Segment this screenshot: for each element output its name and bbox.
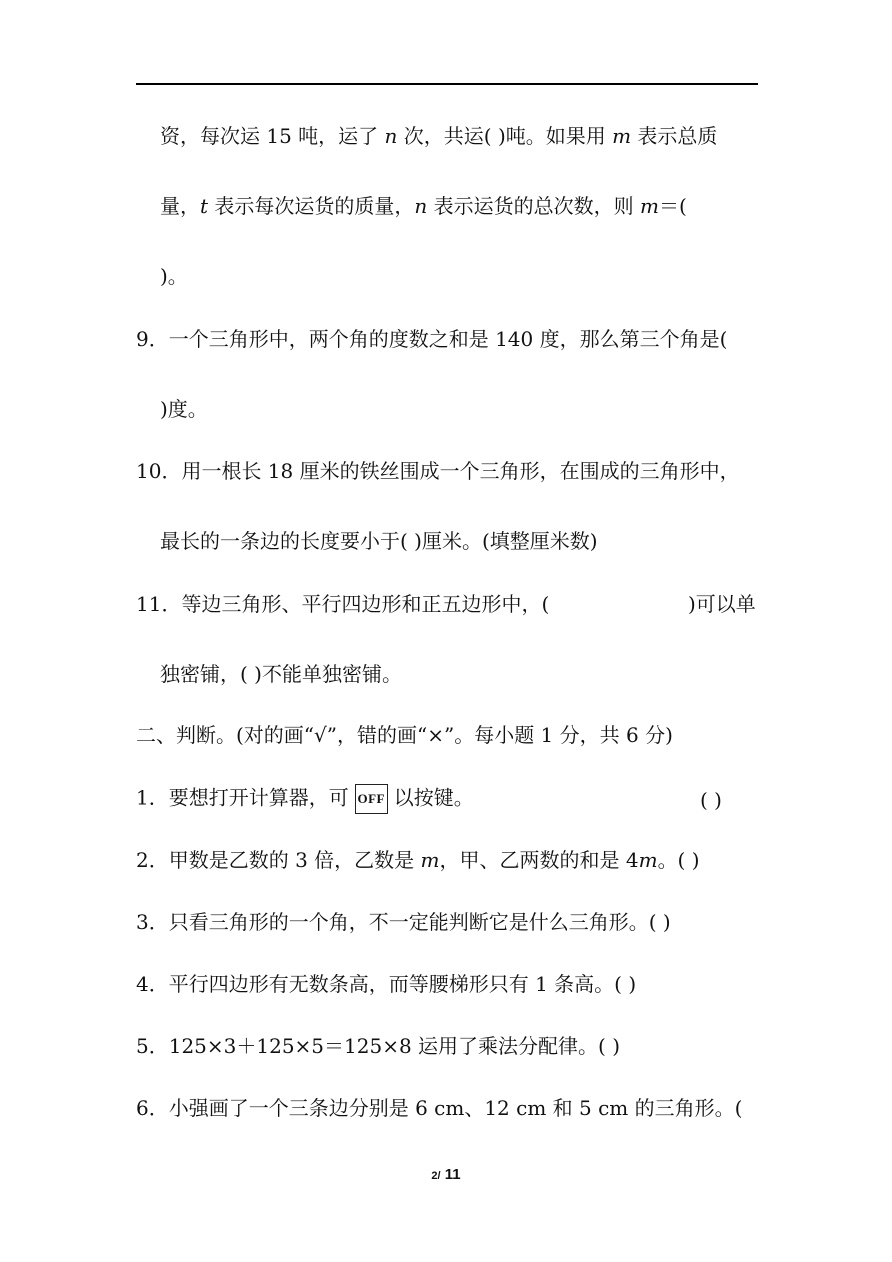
- section-heading: 二、判断。(对的画“√”，错的画“×”。每小题 1 分，共 6 分): [136, 723, 673, 747]
- q8-line-2: [160, 193, 687, 219]
- judge-text: 2．甲数是乙数的 3 倍，乙数是: [136, 848, 421, 872]
- q10-line-1: 10．用一根长 18 厘米的铁丝围成一个三角形，在围成的三角形中，: [136, 459, 740, 483]
- var-n: n: [384, 124, 398, 148]
- judge-text: ，甲、乙两数的和是 4: [439, 848, 639, 872]
- judge-item-3: 3．只看三角形的一个角，不一定能判断它是什么三角形。( ): [136, 910, 671, 934]
- var-m: m: [420, 848, 440, 872]
- total-pages: 11: [440, 1166, 461, 1183]
- q8-text: ＝(: [658, 194, 687, 218]
- q11-line-1-a: 11．等边三角形、平行四边形和正五边形中，(: [136, 592, 550, 616]
- current-page: 2: [431, 1170, 438, 1182]
- q9-line-1: 9．一个三角形中，两个角的度数之和是 140 度，那么第三个角是(: [136, 327, 728, 351]
- judge-item-5: 5．125×3＋125×5＝125×8 运用了乘法分配律。( ): [136, 1034, 621, 1058]
- q8-text: 次，共运( )吨。如果用: [397, 124, 613, 148]
- q8-text: 资，每次运 15 吨，运了: [160, 124, 385, 148]
- var-m: m: [640, 194, 659, 218]
- q10-line-2: 最长的一条边的长度要小于( )厘米。(填整厘米数): [160, 529, 598, 553]
- q11-line-1-b: )可以单: [688, 592, 756, 616]
- q11-line-2: 独密铺，( )不能单独密铺。: [160, 662, 402, 686]
- judge-text: 1．要想打开计算器，可: [136, 785, 349, 810]
- q8-line-3: )。: [160, 264, 188, 288]
- answer-bracket: ( ): [700, 788, 722, 812]
- judge-text: 。( ): [657, 848, 700, 872]
- var-n: n: [414, 194, 428, 218]
- var-m: m: [612, 124, 632, 148]
- q8-text: 表示运货的总次数，则: [427, 194, 641, 218]
- q8-line-1: [160, 123, 717, 149]
- q8-text: 量，: [160, 194, 200, 218]
- var-m: m: [638, 848, 658, 872]
- judge-item-6: 6．小强画了一个三条边分别是 6 cm、12 cm 和 5 cm 的三角形。(: [136, 1096, 743, 1120]
- header-rule: [136, 83, 758, 85]
- page-separator: /: [437, 1170, 441, 1182]
- var-t: t: [200, 194, 209, 218]
- q9-line-2: )度。: [160, 397, 208, 421]
- off-key-icon: OFF: [355, 784, 388, 814]
- q8-text: 表示每次运货的质量，: [208, 194, 415, 218]
- judge-item-4: 4．平行四边形有无数条高，而等腰梯形只有 1 条高。( ): [136, 972, 637, 996]
- q8-text: 表示总质: [631, 124, 718, 148]
- judge-item-1: [136, 784, 474, 814]
- page-number: [0, 1166, 892, 1183]
- judge-item-2: [136, 847, 700, 873]
- judge-text: 以按键。: [393, 785, 474, 810]
